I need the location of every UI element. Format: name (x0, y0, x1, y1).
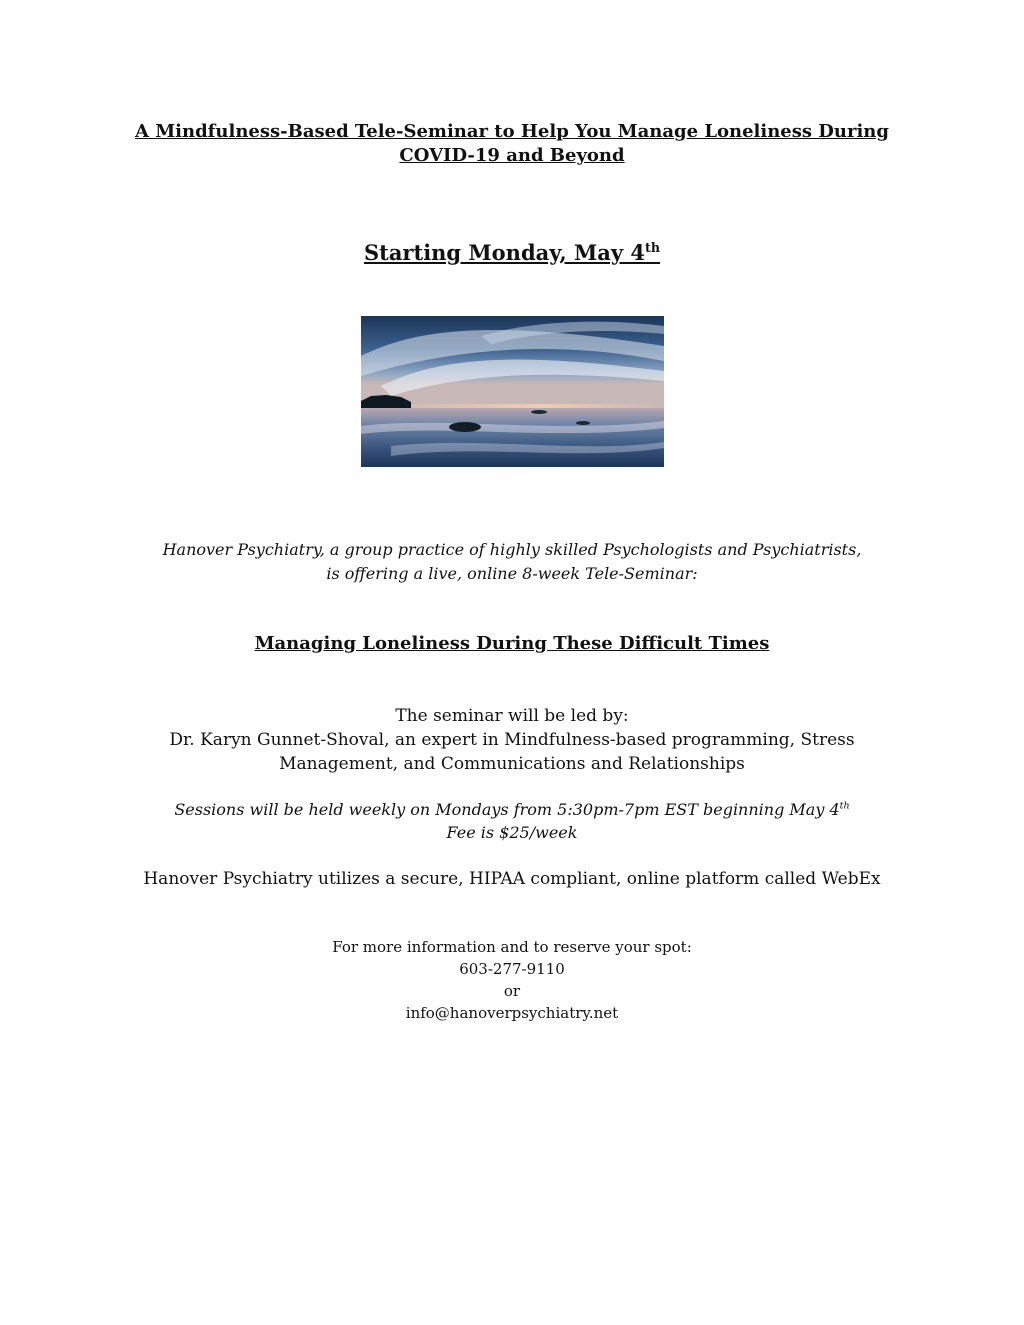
start-date-heading (0, 240, 1024, 265)
leader-line-3: Management, and Communications and Relationships (279, 754, 745, 774)
intro-paragraph (0, 538, 1024, 586)
start-date-text: Starting Monday, May 4 (363, 240, 646, 265)
contact-info (0, 936, 1024, 1024)
session-schedule-text: Sessions will be held weekly on Mondays from 5:30pm-7pm EST beginning May 4 (174, 800, 840, 819)
leader-line-2: Dr. Karyn Gunnet-Shoval, an expert in Mindfulness-based programming, Stress (169, 730, 855, 750)
leader-line-1: The seminar will be led by: (395, 706, 629, 726)
session-info (0, 798, 1024, 844)
contact-or: or (503, 982, 521, 1000)
contact-phone[interactable]: 603-277-9110 (459, 960, 565, 978)
intro-line-1: Hanover Psychiatry, a group practice of highly skilled Psychologists and Psychiatrists, (162, 540, 862, 559)
program-title: Managing Loneliness During These Difficult Times (254, 633, 770, 654)
contact-email[interactable]: info@hanoverpsychiatry.net (405, 1004, 619, 1022)
title-line-1: A Mindfulness-Based Tele-Seminar to Help You Manage Loneliness During (135, 121, 889, 142)
ocean-sunset-image (361, 316, 664, 467)
session-schedule (0, 798, 1024, 821)
start-date-suffix: th (645, 240, 661, 255)
title-line-2: COVID-19 and Beyond (399, 145, 625, 166)
intro-line-2: is offering a live, online 8-week Tele-Seminar: (326, 564, 698, 583)
contact-intro: For more information and to reserve your spot: (332, 938, 692, 956)
leader-info (0, 704, 1024, 776)
session-fee: Fee is $25/week (446, 823, 578, 842)
flyer-title (0, 120, 1024, 168)
platform-info: Hanover Psychiatry utilizes a secure, HIPAA compliant, online platform called WebEx (143, 869, 881, 889)
session-date-suffix: th (839, 800, 850, 812)
